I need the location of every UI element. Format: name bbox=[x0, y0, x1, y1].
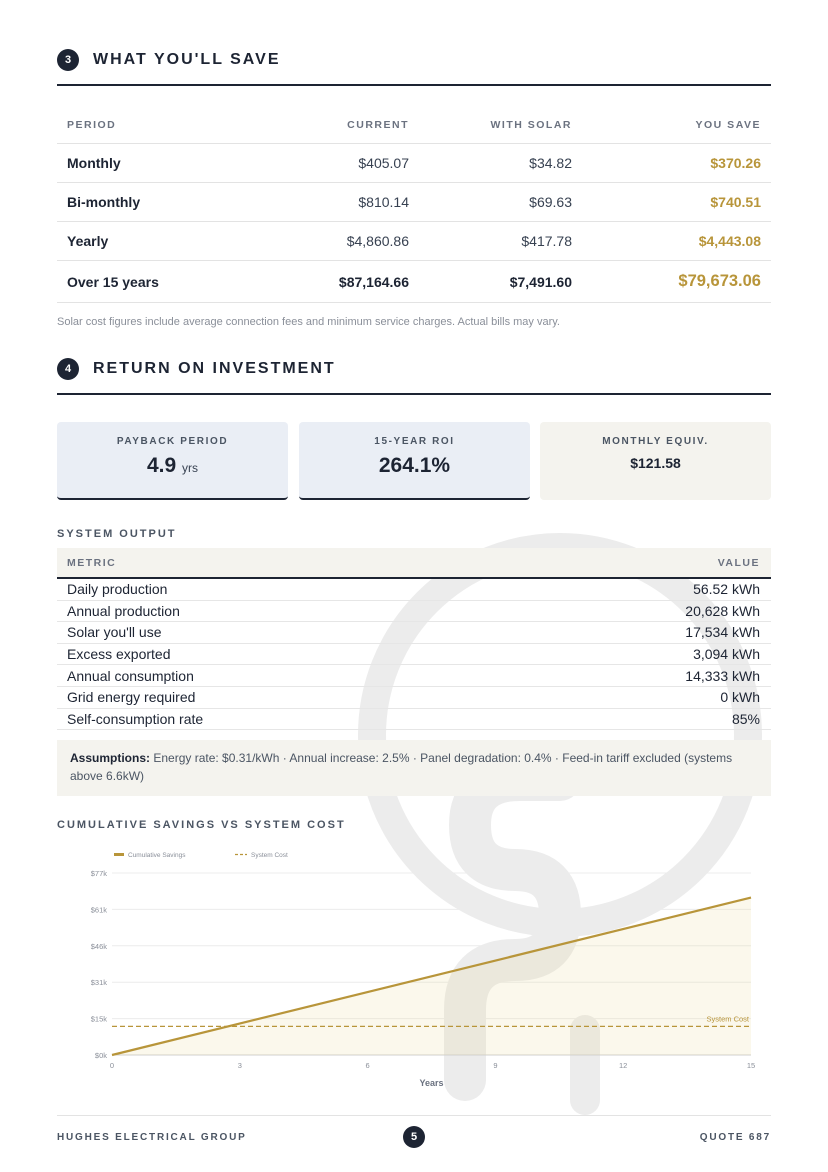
column-header-period: PERIOD bbox=[67, 118, 117, 131]
you-save-cell: $79,673.06 bbox=[678, 272, 761, 290]
section-divider bbox=[57, 84, 771, 86]
quote-number: QUOTE 687 bbox=[699, 1132, 771, 1143]
payback-unit: yrs bbox=[182, 461, 199, 475]
system-cost-label: System Cost bbox=[706, 1014, 749, 1024]
period-cell: Yearly bbox=[67, 233, 109, 249]
current-cell: $4,860.86 bbox=[346, 233, 409, 249]
section-number-badge: 4 bbox=[57, 358, 79, 380]
card-label: 15-YEAR ROI bbox=[374, 436, 455, 447]
x-tick-label: 6 bbox=[365, 1061, 370, 1070]
column-header-current: CURRENT bbox=[347, 118, 409, 131]
system-output-table bbox=[57, 548, 771, 730]
period-cell: Bi-monthly bbox=[67, 194, 141, 210]
section-title: RETURN ON INVESTMENT bbox=[93, 360, 336, 377]
payback-period-card bbox=[57, 422, 288, 500]
monthly-equiv-card bbox=[540, 422, 771, 500]
save-section-header bbox=[57, 49, 771, 71]
y-tick-label: $15k bbox=[90, 1014, 107, 1024]
roi-card bbox=[299, 422, 530, 500]
section-title: WHAT YOU'LL SAVE bbox=[93, 51, 281, 68]
legend-swatch-savings bbox=[114, 853, 124, 856]
with-solar-cell: $69.63 bbox=[529, 194, 572, 210]
current-cell: $405.07 bbox=[358, 155, 409, 171]
table-header-row bbox=[57, 106, 771, 144]
cumulative-savings-chart bbox=[57, 842, 771, 1092]
you-save-cell: $4,443.08 bbox=[698, 233, 761, 249]
table-row bbox=[57, 709, 771, 731]
current-cell: $810.14 bbox=[358, 194, 409, 210]
x-tick-label: 12 bbox=[619, 1061, 628, 1070]
y-tick-label: $61k bbox=[90, 905, 107, 915]
metric-cell: Excess exported bbox=[67, 646, 171, 663]
footer-divider bbox=[57, 1115, 771, 1116]
column-header-metric: METRIC bbox=[67, 556, 117, 569]
value-cell: 85% bbox=[731, 710, 760, 727]
column-header-value: VALUE bbox=[717, 556, 760, 569]
with-solar-cell: $417.78 bbox=[521, 233, 572, 249]
period-cell: Over 15 years bbox=[67, 273, 159, 290]
table-row bbox=[57, 622, 771, 644]
page-number-badge: 5 bbox=[403, 1126, 425, 1148]
card-label: MONTHLY EQUIV. bbox=[602, 436, 709, 447]
value-cell: 3,094 kWh bbox=[693, 646, 760, 663]
chart-title: CUMULATIVE SAVINGS VS SYSTEM COST bbox=[57, 819, 346, 831]
card-value: $121.58 bbox=[630, 455, 681, 471]
column-header-you-save: YOU SAVE bbox=[695, 118, 761, 131]
metric-cell: Self-consumption rate bbox=[67, 710, 204, 727]
savings-footnote: Solar cost figures include average connection fees and minimum service charges. Actual bills may vary. bbox=[57, 316, 560, 328]
y-tick-label: $0k bbox=[94, 1051, 107, 1060]
x-tick-label: 3 bbox=[237, 1061, 242, 1070]
table-row bbox=[57, 144, 771, 183]
legend-label-system-cost: System Cost bbox=[251, 852, 288, 859]
period-cell: Monthly bbox=[67, 155, 121, 171]
value-cell: 17,534 kWh bbox=[685, 624, 760, 641]
table-row bbox=[57, 687, 771, 709]
savings-table bbox=[57, 106, 771, 303]
legend-label-savings: Cumulative Savings bbox=[128, 852, 186, 859]
table-row bbox=[57, 644, 771, 666]
metric-cell: Daily production bbox=[67, 581, 168, 598]
table-row bbox=[57, 183, 771, 222]
company-name: HUGHES ELECTRICAL GROUP bbox=[57, 1132, 247, 1143]
assumptions-text: Energy rate: $0.31/kWh · Annual increase: 2.5% · Panel degradation: 0.4% · Feed-in tariff excluded (systems above 6.6kW) bbox=[70, 751, 733, 783]
table-total-row bbox=[57, 261, 771, 303]
table-header-row bbox=[57, 548, 771, 579]
card-value: 264.1% bbox=[378, 454, 451, 477]
with-solar-cell: $34.82 bbox=[529, 155, 572, 171]
card-label: PAYBACK PERIOD bbox=[116, 436, 229, 447]
metric-cell: Grid energy required bbox=[67, 689, 196, 706]
x-tick-label: 15 bbox=[746, 1061, 756, 1070]
y-tick-label: $46k bbox=[90, 941, 107, 951]
metric-cell: Annual production bbox=[67, 602, 180, 619]
value-cell: 14,333 kWh bbox=[685, 667, 760, 684]
system-output-title: SYSTEM OUTPUT bbox=[57, 528, 177, 540]
table-row bbox=[57, 601, 771, 623]
metric-cell: Solar you'll use bbox=[67, 624, 162, 641]
assumptions-box bbox=[57, 740, 771, 796]
you-save-cell: $740.51 bbox=[710, 194, 761, 210]
current-cell: $87,164.66 bbox=[338, 273, 409, 290]
x-tick-label: 0 bbox=[109, 1061, 115, 1070]
table-row bbox=[57, 665, 771, 687]
card-value bbox=[57, 454, 288, 478]
column-header-with-solar: WITH SOLAR bbox=[490, 118, 572, 131]
x-axis-title: Years bbox=[419, 1078, 444, 1088]
value-cell: 0 kWh bbox=[720, 689, 760, 706]
x-tick-label: 9 bbox=[493, 1061, 498, 1070]
roi-section-header bbox=[57, 358, 771, 380]
section-divider bbox=[57, 393, 771, 395]
you-save-cell: $370.26 bbox=[710, 155, 761, 171]
metric-cell: Annual consumption bbox=[67, 667, 194, 684]
section-number-badge: 3 bbox=[57, 49, 79, 71]
table-row bbox=[57, 579, 771, 601]
table-row bbox=[57, 222, 771, 261]
payback-value: 4.9 bbox=[146, 454, 177, 477]
with-solar-cell: $7,491.60 bbox=[509, 273, 572, 290]
value-cell: 56.52 kWh bbox=[693, 581, 760, 598]
value-cell: 20,628 kWh bbox=[685, 602, 760, 619]
y-tick-label: $77k bbox=[90, 869, 107, 878]
assumptions-label: Assumptions: bbox=[70, 751, 151, 765]
y-tick-label: $31k bbox=[90, 978, 107, 988]
